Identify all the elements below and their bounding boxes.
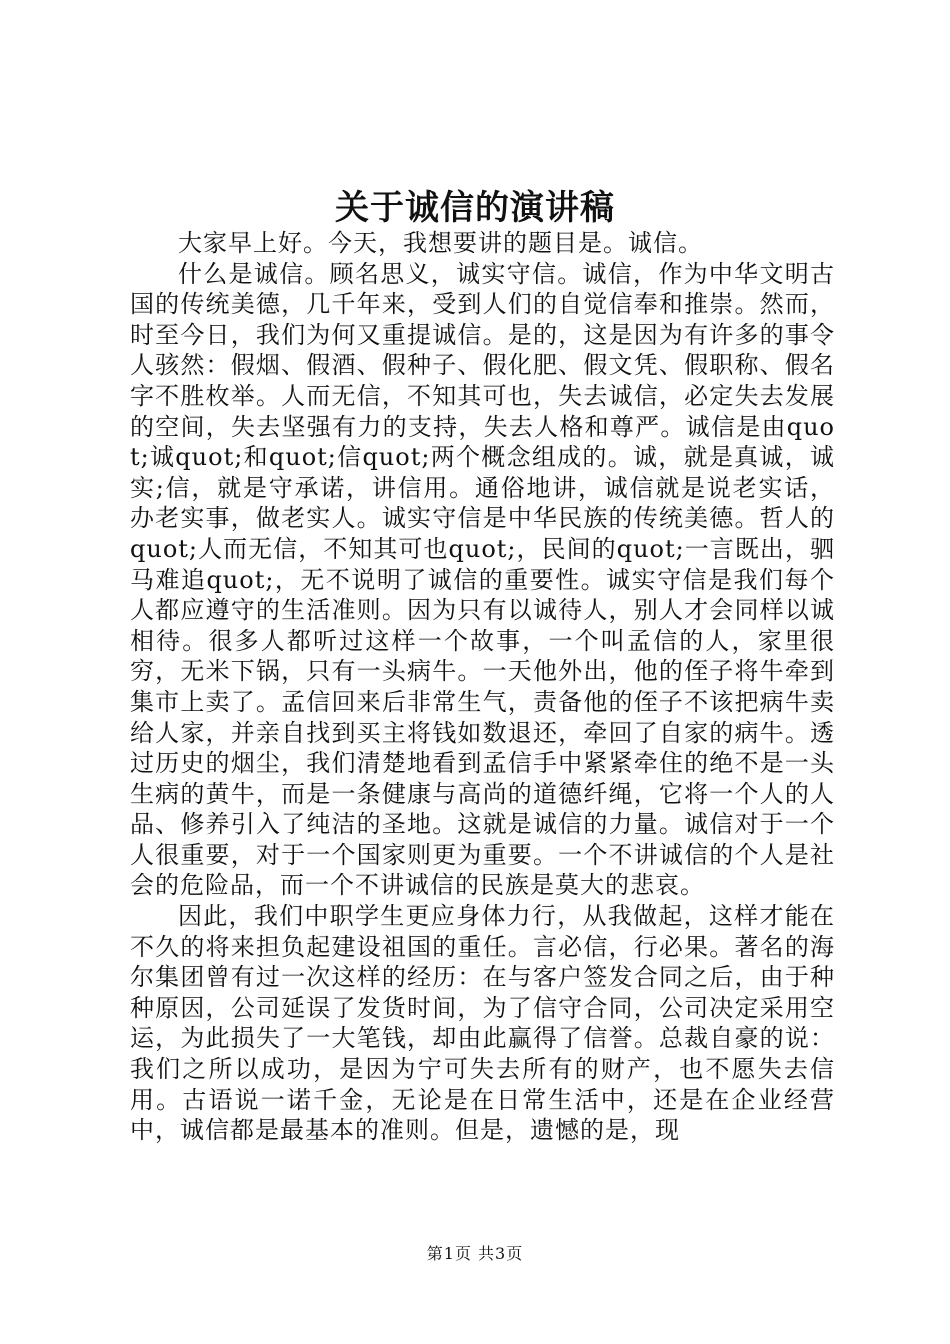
paragraph-what-is-integrity: 什么是诚信。顾名思义，诚实守信。诚信，作为中华文明古国的传统美德，几千年来，受到人们的自觉信奉和推崇。然而，时至今日，我们为何又重提诚信。是的，这是因为有许多的事令人骇然：假烟、假酒、假种子、假化肥、假文凭、假职称、假名字不胜枚举。人而无信，不知其可也，失去诚信，必定失去发展的空间，失去坚强有力的支持，失去人格和尊严。诚信是由quot;诚quot;和quot;信quot;两个概念组成的。诚，就是真诚，诚实;信，就是守承诺，讲信用。通俗地讲，诚信就是说老实话，办老实事，做老实人。诚实守信是中华民族的传统美德。哲人的quot;人而无信，不知其可也quot;，民间的quot;一言既出，驷马难追quot;，无不说明了诚信的重要性。诚实守信是我们每个人都应遵守的生活准则。因为只有以诚待人，别人才会同样以诚相待。很多人都听过这样一个故事，一个叫孟信的人，家里很穷，无米下锅，只有一头病牛。一天他外出，他的侄子将牛牵到集市上卖了。孟信回来后非常生气，责备他的侄子不该把病牛卖给人家，并亲自找到买主将钱如数退还，牵回了自家的病牛。透过历史的烟尘，我们清楚地看到孟信手中紧紧牵住的绝不是一头生病的黄牛，而是一条健康与高尚的道德纤绳，它将一个人的人品、修养引入了纯洁的圣地。这就是诚信的力量。诚信对于一个人很重要，对于一个国家则更为重要。一个不讲诚信的个人是社会的危险品，而一个不讲诚信的民族是莫大的悲哀。: [130, 259, 835, 900]
paragraph-greeting: 大家早上好。今天，我想要讲的题目是。诚信。: [178, 229, 703, 257]
document-body: [130, 228, 835, 1146]
document-title: 关于诚信的演讲稿: [335, 188, 615, 228]
paragraph-therefore: 因此，我们中职学生更应身体力行，从我做起，这样才能在不久的将来担负起建设祖国的重任。言必信，行必果。著名的海尔集团曾有过一次这样的经历：在与客户签发合同之后，由于种种原因，公司延误了发货时间，为了信守合同，公司决定采用空运，为此损失了一大笔钱，却由此赢得了信誉。总裁自豪的说：我们之所以成功，是因为宁可失去所有的财产，也不愿失去信用。古语说一诺千金，无论是在日常生活中，还是在企业经营中，诚信都是最基本的准则。但是，遗憾的是，现: [130, 902, 835, 1145]
page-number-footer: 第1页 共3页: [426, 1244, 524, 1263]
